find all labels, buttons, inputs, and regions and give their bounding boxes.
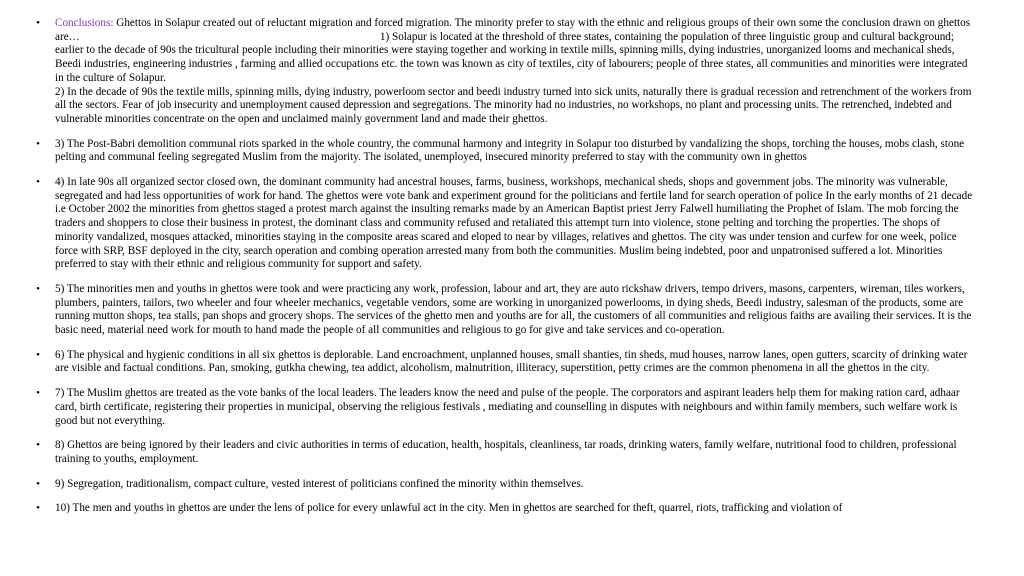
bullet-icon: • (36, 282, 40, 295)
list-item (32, 283, 976, 338)
list-item (32, 478, 976, 492)
bullet-icon: • (36, 176, 40, 189)
conclusion-point-2: 2) In the decade of 90s the textile mills, spinning mills, dying industry, powerloom sector and beedi industry turned into sick units, naturally there is gradual recession and retrenchment of the workers from all the sectors. Fear of job insecurity and unemployment caused depression and segregations. The minority had no industries, no workshops, no plant and processing units. The retrenched, indebted and vulnerable minorities concentrate on the open and unclaimed mainly government land and made their ghettos. (55, 85, 972, 125)
list-item-text: 7) The Muslim ghettos are treated as the vote banks of the local leaders. The leaders know the need and pulse of the people. The corporators and aspirant leaders help them for making ration card, adhaar card, birth certificate, registering their properties in municipal, observing the religious festivals , mediating and counselling in disputes with neighbours and within family members, such welfare work is good but not everything. (55, 387, 960, 427)
list-item-text: 3) The Post-Babri demolition communal riots sparked in the whole country, the communal harmony and integrity in Solapur too disturbed by vandalizing the shops, torching the houses, mobs clash, stone pelting and communal feeling segregated Muslim from the majority. The isolated, unemployed, insecured minority preferred to stay with the community own in ghettos (55, 137, 965, 164)
bullet-icon: • (36, 439, 40, 452)
list-item-text: 8) Ghettos are being ignored by their leaders and civic authorities in terms of education, health, hospitals, cleanliness, tar roads, drinking waters, family welfare, nutritional food to children, professional training to youths, employment. (55, 439, 957, 465)
conclusion-point-1: 1) Solapur is located at the threshold of three states, containing the population of three linguistic group and cultural background; earlier to the decade of 90s the tricultural people including their minorities were staying together and working in textile mills, spinning mills, dying industries, unorganized looms and mechanical sheds, Beedi industries, engineering industries , farming and allied occupations etc. the town was known as city of textiles, city of labourers; people of three states, all communities and minorities were integrated in the culture of Solapur. (55, 30, 968, 84)
list-item (32, 439, 976, 466)
bullet-list (32, 17, 976, 516)
list-item (32, 176, 976, 272)
list-item (32, 387, 976, 428)
bullet-icon: • (36, 477, 40, 490)
list-item (32, 138, 976, 165)
bullet-icon: • (36, 387, 40, 400)
list-item-conclusions (32, 17, 976, 127)
bullet-icon: • (36, 348, 40, 361)
list-item (32, 349, 976, 376)
bullet-icon: • (36, 17, 40, 29)
list-item-text: 4) In late 90s all organized sector closed own, the dominant community had ancestral houses, farms, business, workshops, mechanical sheds, shops and government jobs. The minority was vulnerable, segregated and had less opportunities of work for hand. The ghettos were vote bank and experiment ground for the politicians and fertile land for search operation of police In the early months of 21 decade i.e October 2002 the minorities from ghettos staged a protest march against the insulting remarks made by an American Baptist priest Jerry Falwell humiliating the Prophet of Islam. The mob forcing the traders and shoppers to close their business in protest, the dominant class and community refused and retaliated this attempt turn into violence, stone pelting and torching the properties. The shops of minority vandalized, mosques attacked, minorities staying in the composite areas scared and eloped to near by villages, relatives and ghettos. The city was under tension and curfew for one week, police force with SRP, BSF deployed in the city, search operation and combing operation arrested many from both the communities. Muslim being indebted, poor and unpatronised suffered a lot. Minorities preferred to stay with their ethnic and religious community for support and safety. (55, 176, 973, 271)
list-item-text: 10) The men and youths in ghettos are under the lens of police for every unlawful act in the city. Men in ghettos are searched for theft, quarrel, riots, trafficking and violation of (55, 502, 843, 515)
list-item (32, 502, 976, 516)
list-item-text: 6) The physical and hygienic conditions in all six ghettos is deplorable. Land encroachment, unplanned houses, small shanties, tin sheds, mud houses, narrow lanes, open gutters, scarcity of drinking water are visible and factual conditions. Pan, smoking, gutkha chewing, tea addict, alcoholism, malnutrition, illiteracy, superstition, petty crimes are the common phenomena in all the ghettos in the city. (55, 348, 968, 375)
bullet-icon: • (36, 502, 40, 515)
conclusions-label: Conclusions: (55, 17, 114, 29)
conclusions-intro: Ghettos in Solapur created out of reluctant migration and forced migration. The minority prefer to stay with the ethnic and religious groups of their own some the conclusion drawn on ghettos are… (55, 17, 971, 43)
bullet-icon: • (36, 137, 40, 150)
list-item-text: 9) Segregation, traditionalism, compact culture, vested interest of politicians confined the minority within themselves. (55, 477, 584, 490)
list-item-text: 5) The minorities men and youths in ghettos were took and were practicing any work, profession, labour and art, they are auto rickshaw drivers, tempo drivers, masons, carpenters, wireman, tiles workers, plumbers, painters, tailors, two wheeler and four wheeler mechanics, vegetable vendors, some are working in unorganized powerlooms, in dying sheds, Beedi industry, salesman of the products, some are running mutton shops, tea stalls, pan shops and grocery shops. The services of the ghetto men and youths are for all, the customers of all communities and religious faiths are availing their services. It is the basic need, material need work for mouth to hand made the people of all communities and religious to go for give and take services and co-operation. (55, 282, 972, 337)
